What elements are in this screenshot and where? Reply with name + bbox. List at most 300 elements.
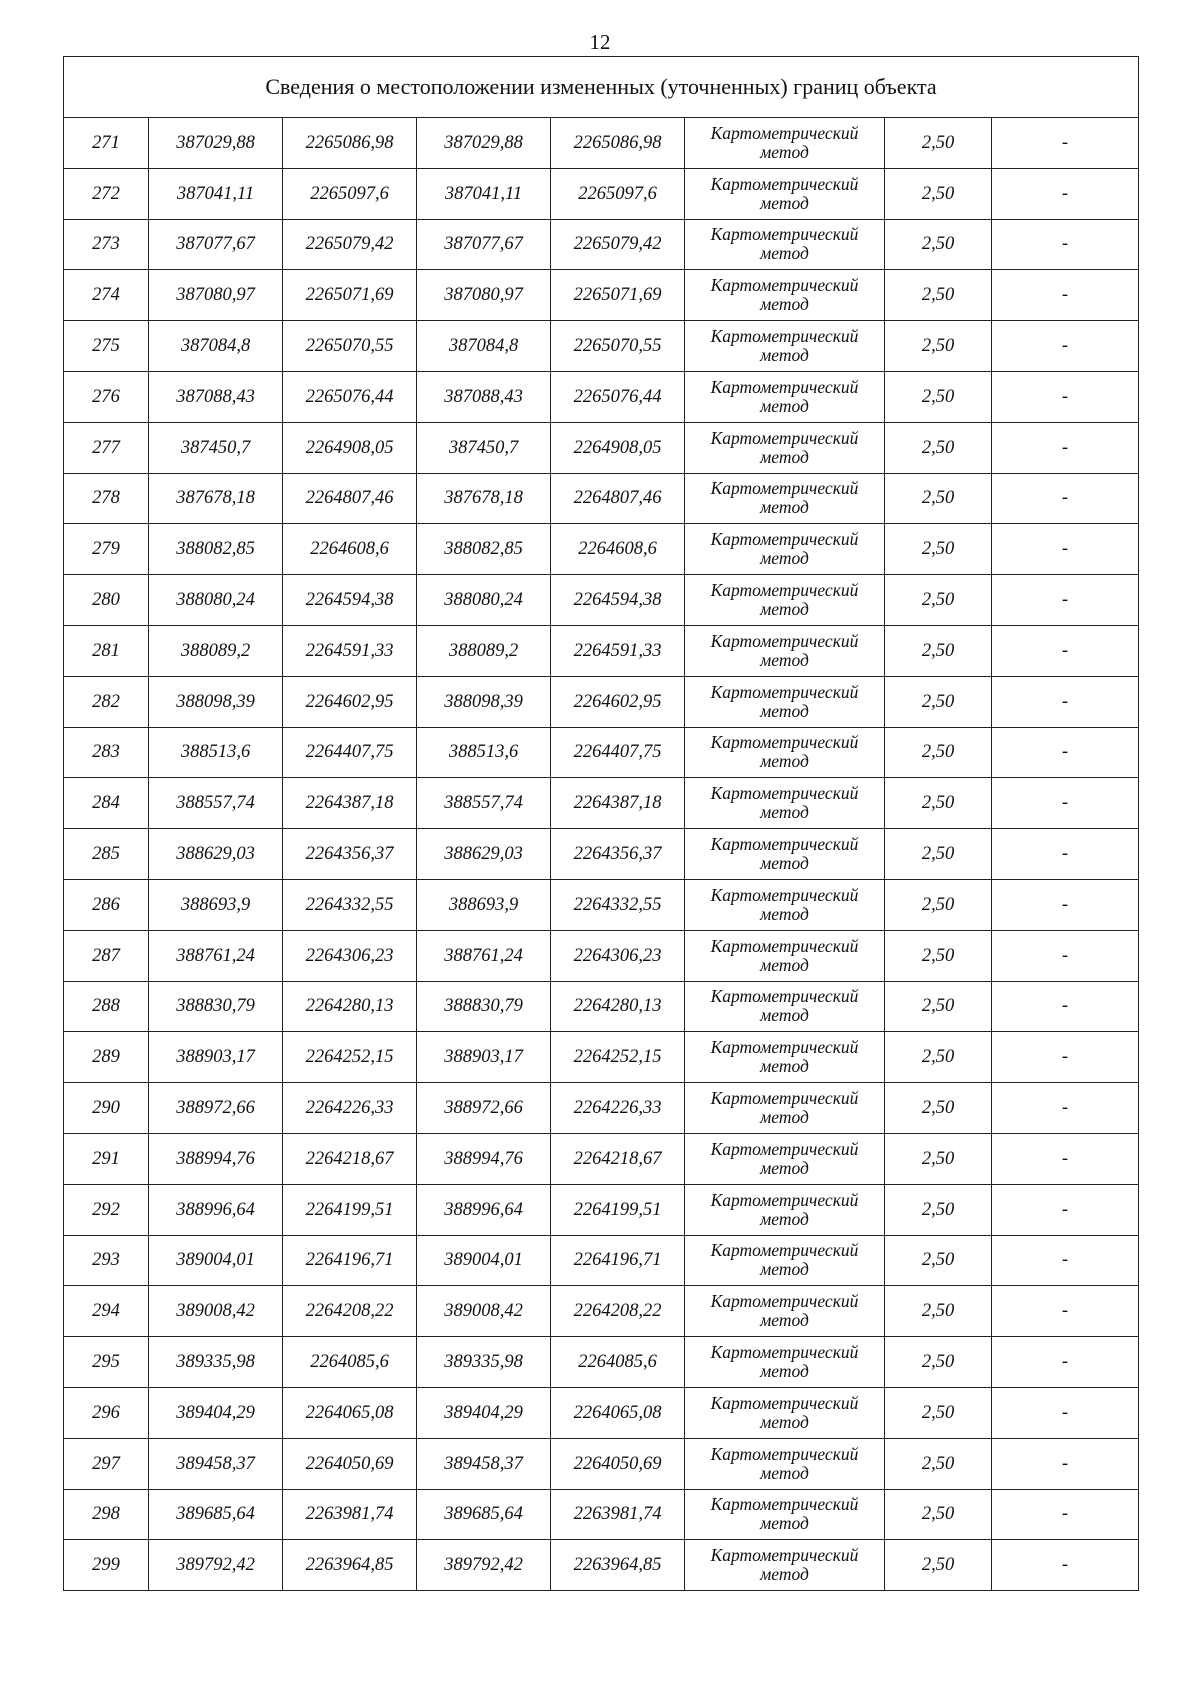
refined-y-cell: 2264407,75 (551, 727, 685, 778)
existing-y-cell: 2264226,33 (283, 1083, 417, 1134)
method-word-2: метод (760, 294, 809, 315)
method-word-2: метод (760, 1310, 809, 1331)
boundary-coordinates-table (63, 56, 1139, 1591)
precision-cell: 2,50 (885, 1032, 992, 1083)
table-row (64, 1032, 1139, 1083)
method-word-1: Картометрический (710, 580, 859, 601)
refined-x-cell: 389458,37 (417, 1438, 551, 1489)
note-cell: - (992, 168, 1139, 219)
point-number-cell: 274 (64, 270, 149, 321)
method-cell (685, 422, 885, 473)
method-word-2: метод (760, 649, 809, 670)
page-number: 12 (589, 30, 611, 54)
existing-y-cell: 2263981,74 (283, 1489, 417, 1540)
precision-cell: 2,50 (885, 575, 992, 626)
existing-y-cell: 2264908,05 (283, 422, 417, 473)
note-cell: - (992, 1083, 1139, 1134)
existing-x-cell: 388629,03 (149, 829, 283, 880)
method-word-1: Картометрический (710, 1088, 859, 1109)
method-word-1: Картометрический (710, 529, 859, 550)
point-number-cell: 291 (64, 1133, 149, 1184)
existing-y-cell: 2264332,55 (283, 879, 417, 930)
table-row (64, 168, 1139, 219)
precision-cell: 2,50 (885, 321, 992, 372)
existing-y-cell: 2264208,22 (283, 1286, 417, 1337)
existing-y-cell: 2264602,95 (283, 676, 417, 727)
method-cell (685, 168, 885, 219)
method-word-2: метод (760, 1564, 809, 1585)
note-cell: - (992, 1540, 1139, 1591)
table-row (64, 1083, 1139, 1134)
note-cell: - (992, 778, 1139, 829)
refined-x-cell: 388629,03 (417, 829, 551, 880)
existing-y-cell: 2264407,75 (283, 727, 417, 778)
precision-cell: 2,50 (885, 1083, 992, 1134)
note-cell: - (992, 575, 1139, 626)
method-word-1: Картометрический (710, 1342, 859, 1363)
existing-y-cell: 2264252,15 (283, 1032, 417, 1083)
method-word-2: метод (760, 1157, 809, 1178)
refined-x-cell: 387084,8 (417, 321, 551, 372)
point-number-cell: 272 (64, 168, 149, 219)
existing-x-cell: 388693,9 (149, 879, 283, 930)
table-row (64, 1540, 1139, 1591)
method-word-2: метод (760, 1005, 809, 1026)
precision-cell: 2,50 (885, 1387, 992, 1438)
point-number-cell: 293 (64, 1235, 149, 1286)
refined-y-cell: 2264594,38 (551, 575, 685, 626)
refined-y-cell: 2264252,15 (551, 1032, 685, 1083)
table-row (64, 1133, 1139, 1184)
existing-y-cell: 2264218,67 (283, 1133, 417, 1184)
existing-x-cell: 388080,24 (149, 575, 283, 626)
method-cell (685, 625, 885, 676)
refined-y-cell: 2265071,69 (551, 270, 685, 321)
precision-cell: 2,50 (885, 219, 992, 270)
existing-y-cell: 2265071,69 (283, 270, 417, 321)
existing-x-cell: 387029,88 (149, 118, 283, 169)
refined-y-cell: 2264085,6 (551, 1337, 685, 1388)
method-word-2: метод (760, 751, 809, 772)
precision-cell: 2,50 (885, 1235, 992, 1286)
method-word-1: Картометрический (710, 1138, 859, 1159)
note-cell: - (992, 1133, 1139, 1184)
method-word-2: метод (760, 192, 809, 213)
refined-x-cell: 387450,7 (417, 422, 551, 473)
method-cell (685, 1083, 885, 1134)
existing-y-cell: 2264356,37 (283, 829, 417, 880)
note-cell: - (992, 676, 1139, 727)
table-header: Сведения о местоположении измененных (уточненных) границ объекта (64, 57, 1139, 118)
refined-y-cell: 2264807,46 (551, 473, 685, 524)
table-header-row (64, 57, 1139, 118)
point-number-cell: 287 (64, 930, 149, 981)
method-word-1: Картометрический (710, 173, 859, 194)
existing-y-cell: 2264199,51 (283, 1184, 417, 1235)
existing-x-cell: 388972,66 (149, 1083, 283, 1134)
existing-x-cell: 388098,39 (149, 676, 283, 727)
point-number-cell: 280 (64, 575, 149, 626)
existing-y-cell: 2265076,44 (283, 371, 417, 422)
refined-y-cell: 2264332,55 (551, 879, 685, 930)
method-word-1: Картометрический (710, 1189, 859, 1210)
method-word-2: метод (760, 497, 809, 518)
existing-x-cell: 389792,42 (149, 1540, 283, 1591)
precision-cell: 2,50 (885, 1438, 992, 1489)
precision-cell: 2,50 (885, 1489, 992, 1540)
refined-x-cell: 388557,74 (417, 778, 551, 829)
method-word-2: метод (760, 700, 809, 721)
refined-x-cell: 389404,29 (417, 1387, 551, 1438)
existing-y-cell: 2264608,6 (283, 524, 417, 575)
note-cell: - (992, 1184, 1139, 1235)
refined-x-cell: 389335,98 (417, 1337, 551, 1388)
refined-x-cell: 389004,01 (417, 1235, 551, 1286)
method-cell (685, 1184, 885, 1235)
table-body (64, 57, 1139, 1591)
refined-y-cell: 2264608,6 (551, 524, 685, 575)
refined-x-cell: 387077,67 (417, 219, 551, 270)
refined-y-cell: 2264387,18 (551, 778, 685, 829)
existing-y-cell: 2264196,71 (283, 1235, 417, 1286)
existing-y-cell: 2264306,23 (283, 930, 417, 981)
method-cell (685, 1286, 885, 1337)
refined-x-cell: 388903,17 (417, 1032, 551, 1083)
refined-x-cell: 387041,11 (417, 168, 551, 219)
method-word-1: Картометрический (710, 1240, 859, 1261)
method-word-2: метод (760, 243, 809, 264)
precision-cell: 2,50 (885, 1184, 992, 1235)
existing-y-cell: 2264807,46 (283, 473, 417, 524)
existing-x-cell: 389008,42 (149, 1286, 283, 1337)
note-cell: - (992, 1235, 1139, 1286)
point-number-cell: 297 (64, 1438, 149, 1489)
method-cell (685, 778, 885, 829)
precision-cell: 2,50 (885, 1286, 992, 1337)
method-cell (685, 1337, 885, 1388)
point-number-cell: 296 (64, 1387, 149, 1438)
note-cell: - (992, 1438, 1139, 1489)
note-cell: - (992, 118, 1139, 169)
note-cell: - (992, 1337, 1139, 1388)
existing-x-cell: 387041,11 (149, 168, 283, 219)
existing-y-cell: 2264591,33 (283, 625, 417, 676)
refined-y-cell: 2264199,51 (551, 1184, 685, 1235)
existing-x-cell: 388513,6 (149, 727, 283, 778)
refined-y-cell: 2264602,95 (551, 676, 685, 727)
method-word-1: Картометрический (710, 834, 859, 855)
note-cell: - (992, 981, 1139, 1032)
point-number-cell: 298 (64, 1489, 149, 1540)
existing-y-cell: 2265070,55 (283, 321, 417, 372)
precision-cell: 2,50 (885, 778, 992, 829)
table-row (64, 371, 1139, 422)
existing-x-cell: 389685,64 (149, 1489, 283, 1540)
refined-y-cell: 2264050,69 (551, 1438, 685, 1489)
point-number-cell: 292 (64, 1184, 149, 1235)
table-row (64, 1489, 1139, 1540)
table-row (64, 1184, 1139, 1235)
method-word-2: метод (760, 141, 809, 162)
point-number-cell: 278 (64, 473, 149, 524)
method-word-2: метод (760, 548, 809, 569)
precision-cell: 2,50 (885, 1133, 992, 1184)
existing-x-cell: 388557,74 (149, 778, 283, 829)
table-row (64, 321, 1139, 372)
precision-cell: 2,50 (885, 879, 992, 930)
point-number-cell: 273 (64, 219, 149, 270)
point-number-cell: 282 (64, 676, 149, 727)
note-cell: - (992, 930, 1139, 981)
note-cell: - (992, 1489, 1139, 1540)
method-word-1: Картометрический (710, 427, 859, 448)
method-cell (685, 981, 885, 1032)
method-word-1: Картометрический (710, 1443, 859, 1464)
method-word-2: метод (760, 1462, 809, 1483)
precision-cell: 2,50 (885, 524, 992, 575)
existing-x-cell: 387084,8 (149, 321, 283, 372)
point-number-cell: 288 (64, 981, 149, 1032)
existing-x-cell: 387080,97 (149, 270, 283, 321)
method-cell (685, 1540, 885, 1591)
refined-y-cell: 2264908,05 (551, 422, 685, 473)
refined-x-cell: 389792,42 (417, 1540, 551, 1591)
point-number-cell: 285 (64, 829, 149, 880)
method-word-1: Картометрический (710, 884, 859, 905)
refined-x-cell: 387088,43 (417, 371, 551, 422)
method-word-2: метод (760, 599, 809, 620)
note-cell: - (992, 879, 1139, 930)
method-word-2: метод (760, 395, 809, 416)
precision-cell: 2,50 (885, 473, 992, 524)
refined-y-cell: 2265086,98 (551, 118, 685, 169)
existing-x-cell: 388761,24 (149, 930, 283, 981)
method-cell (685, 676, 885, 727)
note-cell: - (992, 1387, 1139, 1438)
point-number-cell: 294 (64, 1286, 149, 1337)
refined-x-cell: 387678,18 (417, 473, 551, 524)
existing-x-cell: 388903,17 (149, 1032, 283, 1083)
refined-x-cell: 388693,9 (417, 879, 551, 930)
precision-cell: 2,50 (885, 625, 992, 676)
refined-y-cell: 2264306,23 (551, 930, 685, 981)
table-row (64, 575, 1139, 626)
method-word-2: метод (760, 954, 809, 975)
table-row (64, 1337, 1139, 1388)
method-word-2: метод (760, 903, 809, 924)
note-cell: - (992, 473, 1139, 524)
method-cell (685, 321, 885, 372)
point-number-cell: 276 (64, 371, 149, 422)
refined-x-cell: 389008,42 (417, 1286, 551, 1337)
precision-cell: 2,50 (885, 168, 992, 219)
existing-x-cell: 388082,85 (149, 524, 283, 575)
existing-y-cell: 2265086,98 (283, 118, 417, 169)
point-number-cell: 279 (64, 524, 149, 575)
table-row (64, 118, 1139, 169)
method-cell (685, 1235, 885, 1286)
method-cell (685, 1133, 885, 1184)
method-word-2: метод (760, 446, 809, 467)
note-cell: - (992, 829, 1139, 880)
note-cell: - (992, 727, 1139, 778)
note-cell: - (992, 1286, 1139, 1337)
existing-x-cell: 389458,37 (149, 1438, 283, 1489)
method-word-2: метод (760, 853, 809, 874)
refined-x-cell: 388080,24 (417, 575, 551, 626)
point-number-cell: 286 (64, 879, 149, 930)
existing-x-cell: 387077,67 (149, 219, 283, 270)
existing-y-cell: 2264387,18 (283, 778, 417, 829)
precision-cell: 2,50 (885, 829, 992, 880)
note-cell: - (992, 625, 1139, 676)
note-cell: - (992, 1032, 1139, 1083)
method-word-2: метод (760, 345, 809, 366)
refined-y-cell: 2265076,44 (551, 371, 685, 422)
note-cell: - (992, 321, 1139, 372)
refined-y-cell: 2264226,33 (551, 1083, 685, 1134)
method-word-1: Картометрический (710, 630, 859, 651)
refined-y-cell: 2264196,71 (551, 1235, 685, 1286)
existing-y-cell: 2265079,42 (283, 219, 417, 270)
existing-y-cell: 2263964,85 (283, 1540, 417, 1591)
table-row (64, 1438, 1139, 1489)
method-word-1: Картометрический (710, 1037, 859, 1058)
table-row (64, 422, 1139, 473)
refined-x-cell: 387080,97 (417, 270, 551, 321)
refined-x-cell: 388994,76 (417, 1133, 551, 1184)
note-cell: - (992, 270, 1139, 321)
refined-x-cell: 388996,64 (417, 1184, 551, 1235)
precision-cell: 2,50 (885, 270, 992, 321)
existing-y-cell: 2264594,38 (283, 575, 417, 626)
method-cell (685, 1438, 885, 1489)
existing-y-cell: 2264065,08 (283, 1387, 417, 1438)
existing-y-cell: 2264280,13 (283, 981, 417, 1032)
method-cell (685, 829, 885, 880)
table-row (64, 981, 1139, 1032)
point-number-cell: 283 (64, 727, 149, 778)
method-word-2: метод (760, 1361, 809, 1382)
point-number-cell: 275 (64, 321, 149, 372)
refined-x-cell: 388098,39 (417, 676, 551, 727)
refined-y-cell: 2263964,85 (551, 1540, 685, 1591)
method-cell (685, 1032, 885, 1083)
method-word-1: Картометрический (710, 122, 859, 143)
existing-x-cell: 388994,76 (149, 1133, 283, 1184)
method-word-2: метод (760, 1259, 809, 1280)
existing-x-cell: 389004,01 (149, 1235, 283, 1286)
refined-x-cell: 388972,66 (417, 1083, 551, 1134)
table-row (64, 1387, 1139, 1438)
refined-x-cell: 388761,24 (417, 930, 551, 981)
table-row (64, 625, 1139, 676)
method-word-1: Картометрический (710, 275, 859, 296)
method-word-2: метод (760, 1411, 809, 1432)
method-cell (685, 270, 885, 321)
table-row (64, 219, 1139, 270)
method-word-1: Картометрический (710, 1545, 859, 1566)
refined-x-cell: 388830,79 (417, 981, 551, 1032)
method-word-1: Картометрический (710, 326, 859, 347)
table-row (64, 778, 1139, 829)
refined-y-cell: 2264218,67 (551, 1133, 685, 1184)
refined-x-cell: 389685,64 (417, 1489, 551, 1540)
method-cell (685, 473, 885, 524)
method-word-2: метод (760, 1056, 809, 1077)
refined-x-cell: 388513,6 (417, 727, 551, 778)
point-number-cell: 290 (64, 1083, 149, 1134)
refined-y-cell: 2264065,08 (551, 1387, 685, 1438)
method-word-1: Картометрический (710, 224, 859, 245)
method-word-1: Картометрический (710, 783, 859, 804)
refined-y-cell: 2265070,55 (551, 321, 685, 372)
note-cell: - (992, 422, 1139, 473)
refined-y-cell: 2264356,37 (551, 829, 685, 880)
existing-x-cell: 388830,79 (149, 981, 283, 1032)
note-cell: - (992, 371, 1139, 422)
refined-x-cell: 388089,2 (417, 625, 551, 676)
table-row (64, 1235, 1139, 1286)
refined-y-cell: 2264208,22 (551, 1286, 685, 1337)
point-number-cell: 295 (64, 1337, 149, 1388)
refined-x-cell: 388082,85 (417, 524, 551, 575)
method-word-2: метод (760, 1513, 809, 1534)
refined-y-cell: 2264280,13 (551, 981, 685, 1032)
precision-cell: 2,50 (885, 727, 992, 778)
refined-y-cell: 2265097,6 (551, 168, 685, 219)
refined-y-cell: 2265079,42 (551, 219, 685, 270)
method-cell (685, 879, 885, 930)
method-cell (685, 219, 885, 270)
method-cell (685, 727, 885, 778)
existing-x-cell: 387450,7 (149, 422, 283, 473)
method-word-2: метод (760, 1208, 809, 1229)
precision-cell: 2,50 (885, 676, 992, 727)
existing-x-cell: 388996,64 (149, 1184, 283, 1235)
precision-cell: 2,50 (885, 1540, 992, 1591)
table-row (64, 473, 1139, 524)
note-cell: - (992, 524, 1139, 575)
method-word-1: Картометрический (710, 376, 859, 397)
method-cell (685, 575, 885, 626)
existing-y-cell: 2265097,6 (283, 168, 417, 219)
method-cell (685, 930, 885, 981)
method-word-1: Картометрический (710, 1494, 859, 1515)
existing-x-cell: 388089,2 (149, 625, 283, 676)
precision-cell: 2,50 (885, 118, 992, 169)
existing-x-cell: 389404,29 (149, 1387, 283, 1438)
method-word-1: Картометрический (710, 1291, 859, 1312)
method-word-2: метод (760, 802, 809, 823)
table-row (64, 270, 1139, 321)
method-word-1: Картометрический (710, 986, 859, 1007)
method-word-1: Картометрический (710, 681, 859, 702)
precision-cell: 2,50 (885, 930, 992, 981)
method-word-1: Картометрический (710, 1392, 859, 1413)
point-number-cell: 299 (64, 1540, 149, 1591)
point-number-cell: 284 (64, 778, 149, 829)
point-number-cell: 271 (64, 118, 149, 169)
existing-x-cell: 389335,98 (149, 1337, 283, 1388)
existing-y-cell: 2264050,69 (283, 1438, 417, 1489)
precision-cell: 2,50 (885, 422, 992, 473)
refined-y-cell: 2263981,74 (551, 1489, 685, 1540)
method-cell (685, 1387, 885, 1438)
refined-x-cell: 387029,88 (417, 118, 551, 169)
table-row (64, 829, 1139, 880)
precision-cell: 2,50 (885, 981, 992, 1032)
